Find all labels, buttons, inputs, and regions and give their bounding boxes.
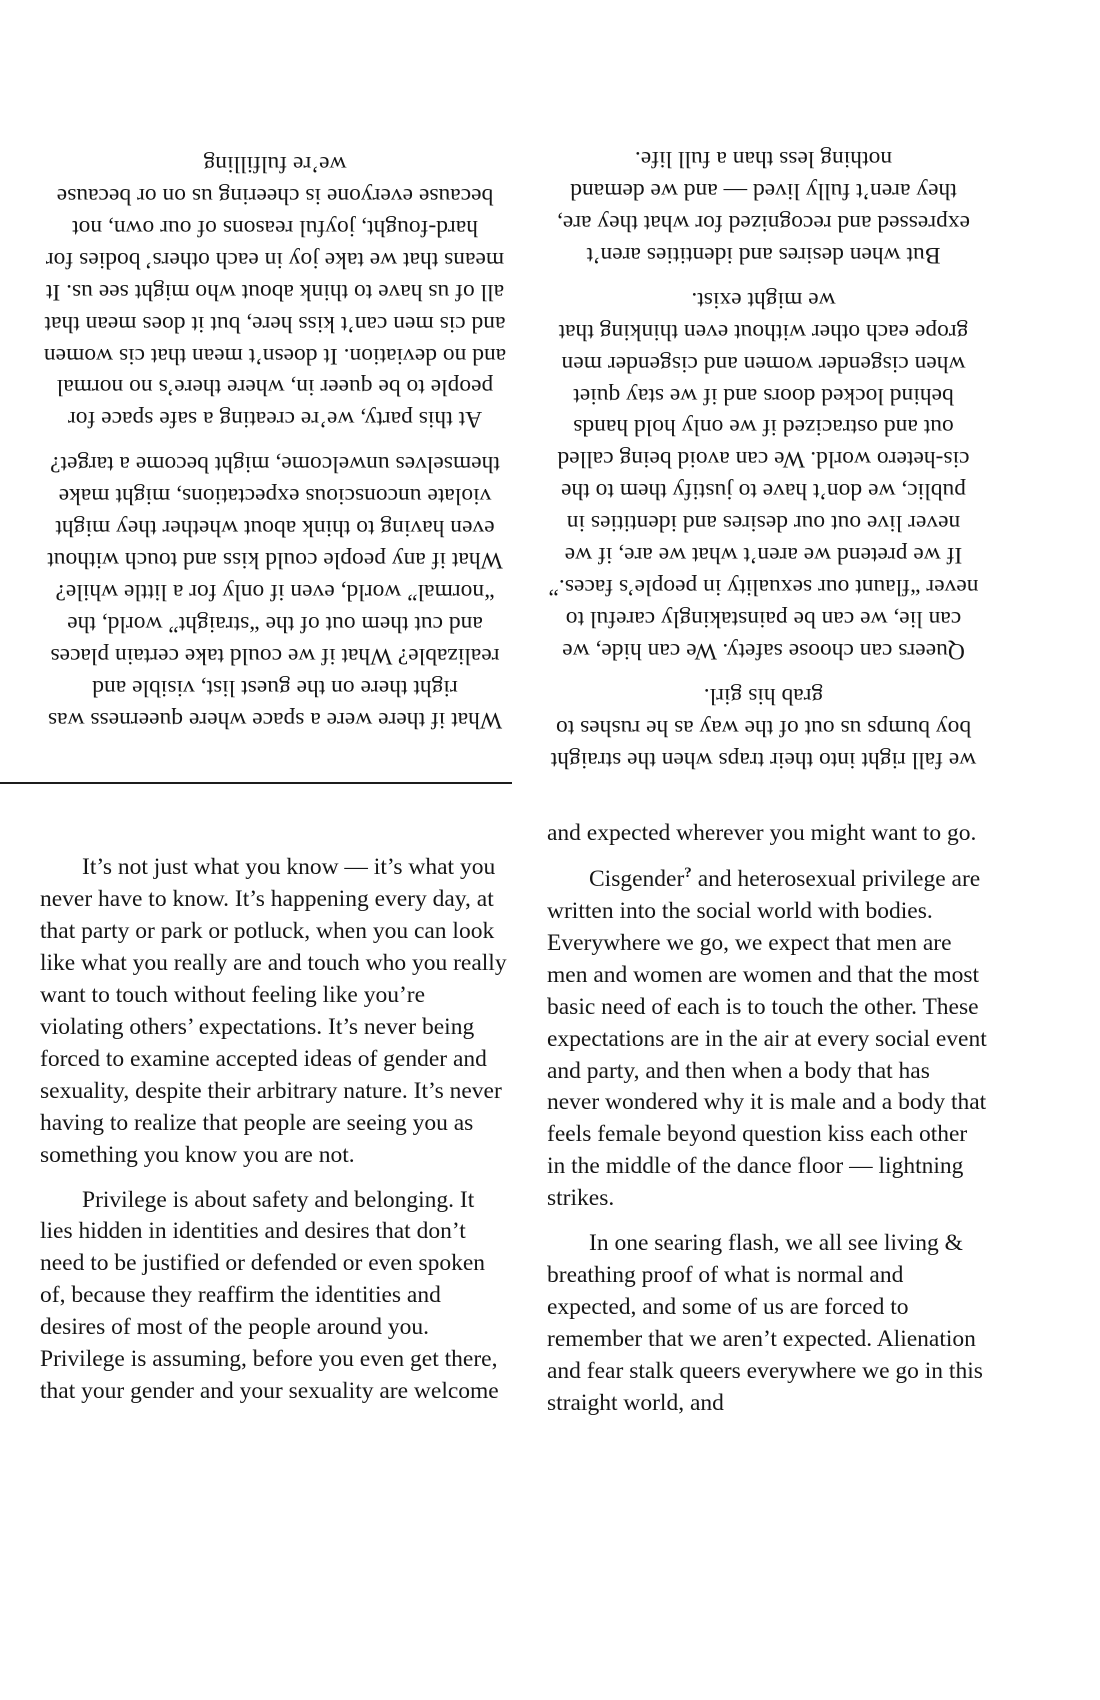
paragraph: and expected wherever you might want to go. <box>547 820 977 846</box>
paragraph: What if there were a space where queerness was right there on the guest list, visible and realizable? What if we could take certain places and cut them out of the “straight” world, the “normal” world, even if only for a little while? What if any people could kiss and touch without even having to think about whether they might violate unconscious expectations, might make themselves unwelcome, might become a target? <box>47 451 503 733</box>
page-bottom-right <box>547 818 987 1433</box>
flipped-top-spread <box>0 85 1100 775</box>
page-top-left-flipped <box>40 85 510 735</box>
page-bottom-left <box>40 852 510 1421</box>
paragraph: At this party, we’re creating a safe space for people to be queer in, where there’s no normal and no deviation. It doesn’t mean that cis women and cis men can’t kiss here, but it does mean that all of us have to think about who might see us. It means that we take joy in each others’ bodies for hard-fought, joyful reasons of our own, not because everyone is cheering us on or because we’re fulfilling <box>43 150 507 433</box>
footnote-marker: ? <box>684 864 692 881</box>
paragraph: But when desires and identities aren’t expressed and recognized for what they are, they aren’t fully lived — and we demand nothing less than a full life. <box>556 145 971 268</box>
paragraph: we fall right into their traps when the straight boy bumps us out of the way as he rushes to grab his girl. <box>550 683 977 773</box>
paragraph: Queers can choose safety. We can hide, we can lie, we can be painstakingly careful to never “flaunt our sexuality in people’s faces.” If we pretend we aren’t what we are, if we never live out our desires and identities in public, we don’t have to justify them to the cis-hetero world. We can avoid being called out and ostracized if we only hold hands behind locked doors and if we stay quiet when cisgender women and cisgender men grope each other without even thinking that we might exist. <box>548 286 979 665</box>
paragraph: It’s not just what you know — it’s what you never have to know. It’s happening every day, at that party or park or potluck, when you can look like what you really are and touch who you really want to touch without feeling like you’re violating others’ expectations. It’s never being forced to examine accepted ideas of gender and sexuality, despite their arbitrary nature. It’s never having to realize that people are seeing you as something you know you are not. <box>40 854 507 1168</box>
page-top-right-flipped <box>547 85 980 775</box>
paragraph: Privilege is about safety and belonging. It lies hidden in identities and desires that don’t need to be justified or defended or even spoken of, because they reaffirm the identities and desires of most of the people around you. Privilege is assuming, before you even get there, that your gender and your sexuality are welcome <box>40 1186 499 1405</box>
paragraph: In one searing flash, we all see living & breathing proof of what is normal and expected, and some of us are forced to remember that we aren’t expected. Alienation and fear stalk queers everywhere we go in this straight world, and <box>547 1230 983 1417</box>
paragraph: Cisgender? and heterosexual privilege are written into the social world with bodies. Everywhere we go, we expect that men are men and women are women and that the most basic need of each is to touch the other. These expectations are in the air at every social event and party, and then when a body that has never wondered why it is male and a body that feels female beyond question kiss each other in the middle of the dance floor — lightning strikes. <box>547 864 987 1212</box>
fold-divider-line <box>0 782 512 784</box>
